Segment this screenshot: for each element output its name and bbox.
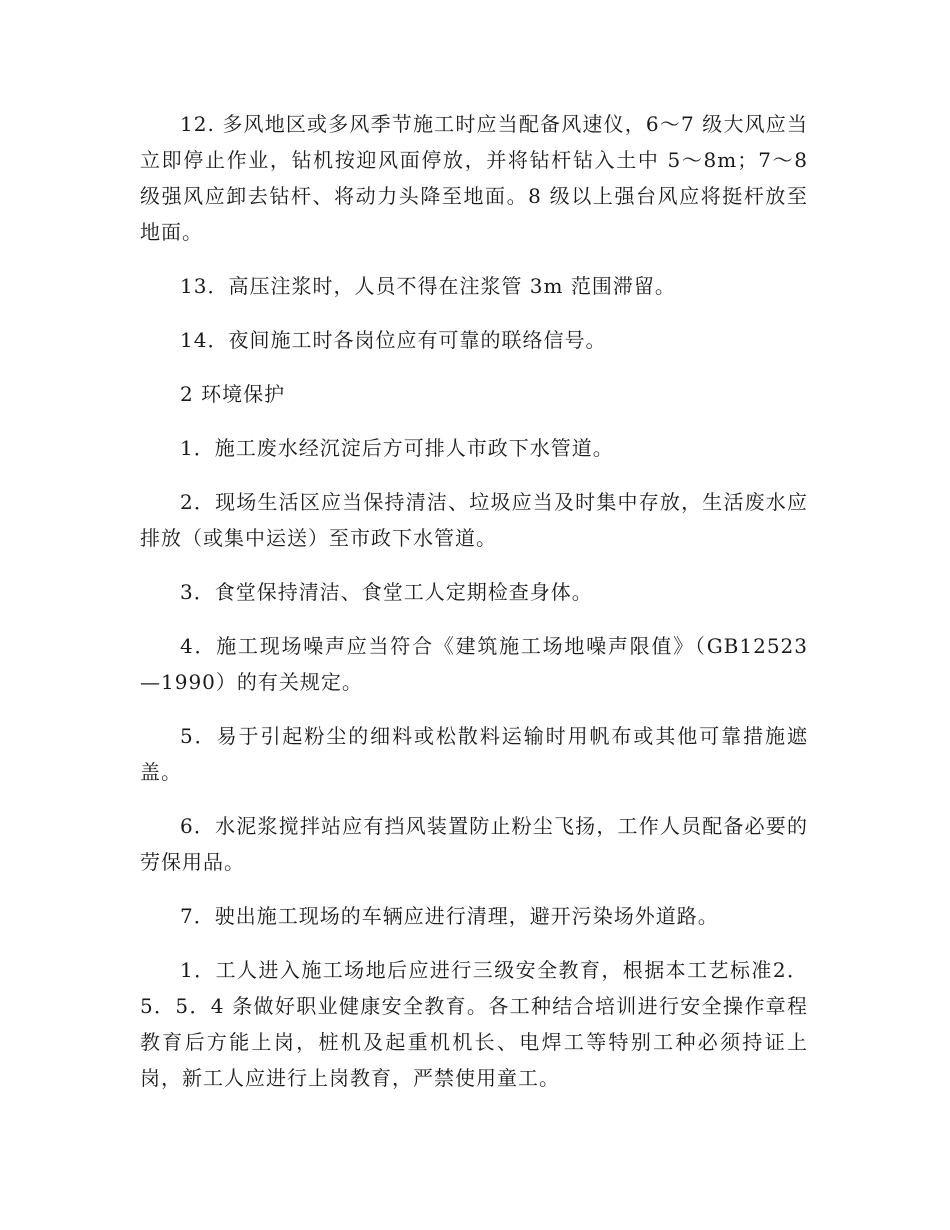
document-page [140,106,808,1114]
paragraph-env-3: 3．食堂保持清洁、食堂工人定期检查身体。 [180,580,593,604]
paragraph-env-7: 7．驶出施工现场的车辆应进行清理，避开污染场外道路。 [180,904,719,928]
paragraph-item-12: 12. 多风地区或多风季节施工时应当配备风速仪，6～7 级大风应当立即停止作业，钻机按迎风面停放，并将钻杆钻入土中 5～8m；7～8 级强风应卸去钻杆、将动力头降至地面。8 级以上强台风应将挺杆放至地面。 [140,112,808,244]
paragraph-env-5: 5．易于引起粉尘的细料或松散料运输时用帆布或其他可靠措施遮盖。 [140,724,808,784]
paragraph-safety-1: 1．工人进入施工场地后应进行三级安全教育，根据本工艺标准2．5．5．4 条做好职业健康安全教育。各工种结合培训进行安全操作章程教育后方能上岗，桩机及起重机机长、电焊工等特别工种必须持证上岗，新工人应进行上岗教育，严禁使用童工。 [140,958,808,1090]
paragraph-item-13: 13．高压注浆时，人员不得在注浆管 3m 范围滞留。 [180,274,676,298]
paragraph-item-14: 14．夜间施工时各岗位应有可靠的联络信号。 [180,328,607,352]
section-heading-environment: 2 环境保护 [180,382,286,406]
paragraph-env-4: 4．施工现场噪声应当符合《建筑施工场地噪声限值》（GB12523—1990）的有关规定。 [140,634,808,694]
paragraph-env-2: 2．现场生活区应当保持清洁、垃圾应当及时集中存放，生活废水应排放（或集中运送）至市政下水管道。 [140,490,808,550]
paragraph-env-6: 6．水泥浆搅拌站应有挡风装置防止粉尘飞扬，工作人员配备必要的劳保用品。 [140,814,808,874]
paragraph-env-1: 1．施工废水经沉淀后方可排人市政下水管道。 [180,436,614,460]
